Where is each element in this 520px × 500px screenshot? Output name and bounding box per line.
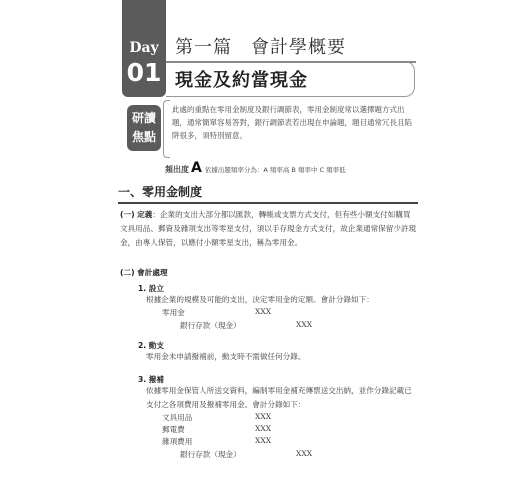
item3-entry2-account: 郵電費	[162, 425, 185, 434]
item3-entry1-account: 文具用品	[162, 413, 193, 422]
item3-entry1-debit: XXX	[255, 412, 272, 421]
focus-badge-line2: 焦點	[131, 130, 156, 144]
frequency-grade: A	[191, 160, 202, 176]
item1-entry1-debit: XXX	[255, 307, 272, 316]
frequency-note: 依據出題頻率分為：A 頻率高 B 頻率中 C 頻率低	[204, 166, 346, 174]
focus-description: 此處的重點在零用金制度及銀行調節表，零用金制度常以選擇題方式出題，通常簡單容易答對，銀行調節表若出現在申論題，題目通常冗長且陷阱很多，須特別留意。	[172, 105, 412, 140]
focus-bracket	[163, 100, 170, 158]
item1-text: 根據企業的規模及可能的支出，決定零用金的定額。會計分錄如下：	[146, 295, 374, 304]
definition-text: ：企業的支出大部分都以匯款，轉帳或支票方式支付，但有些小額支付如購買文具用品、郵資及雜項支出等零星支付，須以手存現金方式支付，故企業通常保留少許現金，由專人保管，以應付小額零星支出，稱為零用金。	[120, 210, 417, 247]
day-number: 01	[126, 58, 162, 87]
item3-entry4-account: 銀行存款（現金）	[180, 450, 241, 459]
chapter-title: 現金及約當現金	[175, 70, 308, 91]
title-rule	[166, 61, 416, 63]
item3-title: 3. 撥補	[138, 375, 164, 384]
item2-text: 零用金未申請撥補前，動支時不需做任何分錄。	[146, 352, 306, 361]
frequency-line	[165, 160, 346, 176]
section-heading: 一、零用金制度	[118, 185, 203, 199]
section-rule	[118, 202, 418, 204]
item3-entry4-credit: XXX	[296, 449, 313, 458]
day-label: Day	[129, 40, 159, 56]
item3-entry2-debit: XXX	[255, 424, 272, 433]
accounting-heading: (二) 會計處理	[120, 268, 168, 277]
focus-badge-line1: 研讀	[131, 111, 156, 125]
item2-title: 2. 動支	[138, 341, 164, 350]
item1-entry2-credit: XXX	[296, 320, 313, 329]
definition-paragraph	[120, 208, 418, 250]
focus-badge-label	[127, 109, 161, 147]
frequency-label: 頻出度	[165, 165, 189, 174]
item3-entry3-debit: XXX	[255, 436, 272, 445]
item3-entry3-account: 雜項費用	[162, 437, 193, 446]
item1-title: 1. 設立	[138, 284, 164, 293]
definition-marker: (一) 定義	[120, 210, 153, 219]
item3-text: 依據零用金保管人所送交資料，編制零用金補充傳票送交出納，並作分錄記載已支付之各項費用及撥補零用金。會計分錄如下：	[146, 386, 412, 409]
part-title: 第一篇 會計學概要	[175, 37, 346, 58]
item1-entry2-account: 銀行存款（現金）	[180, 321, 241, 330]
item1-entry1-account: 零用金	[162, 308, 185, 317]
